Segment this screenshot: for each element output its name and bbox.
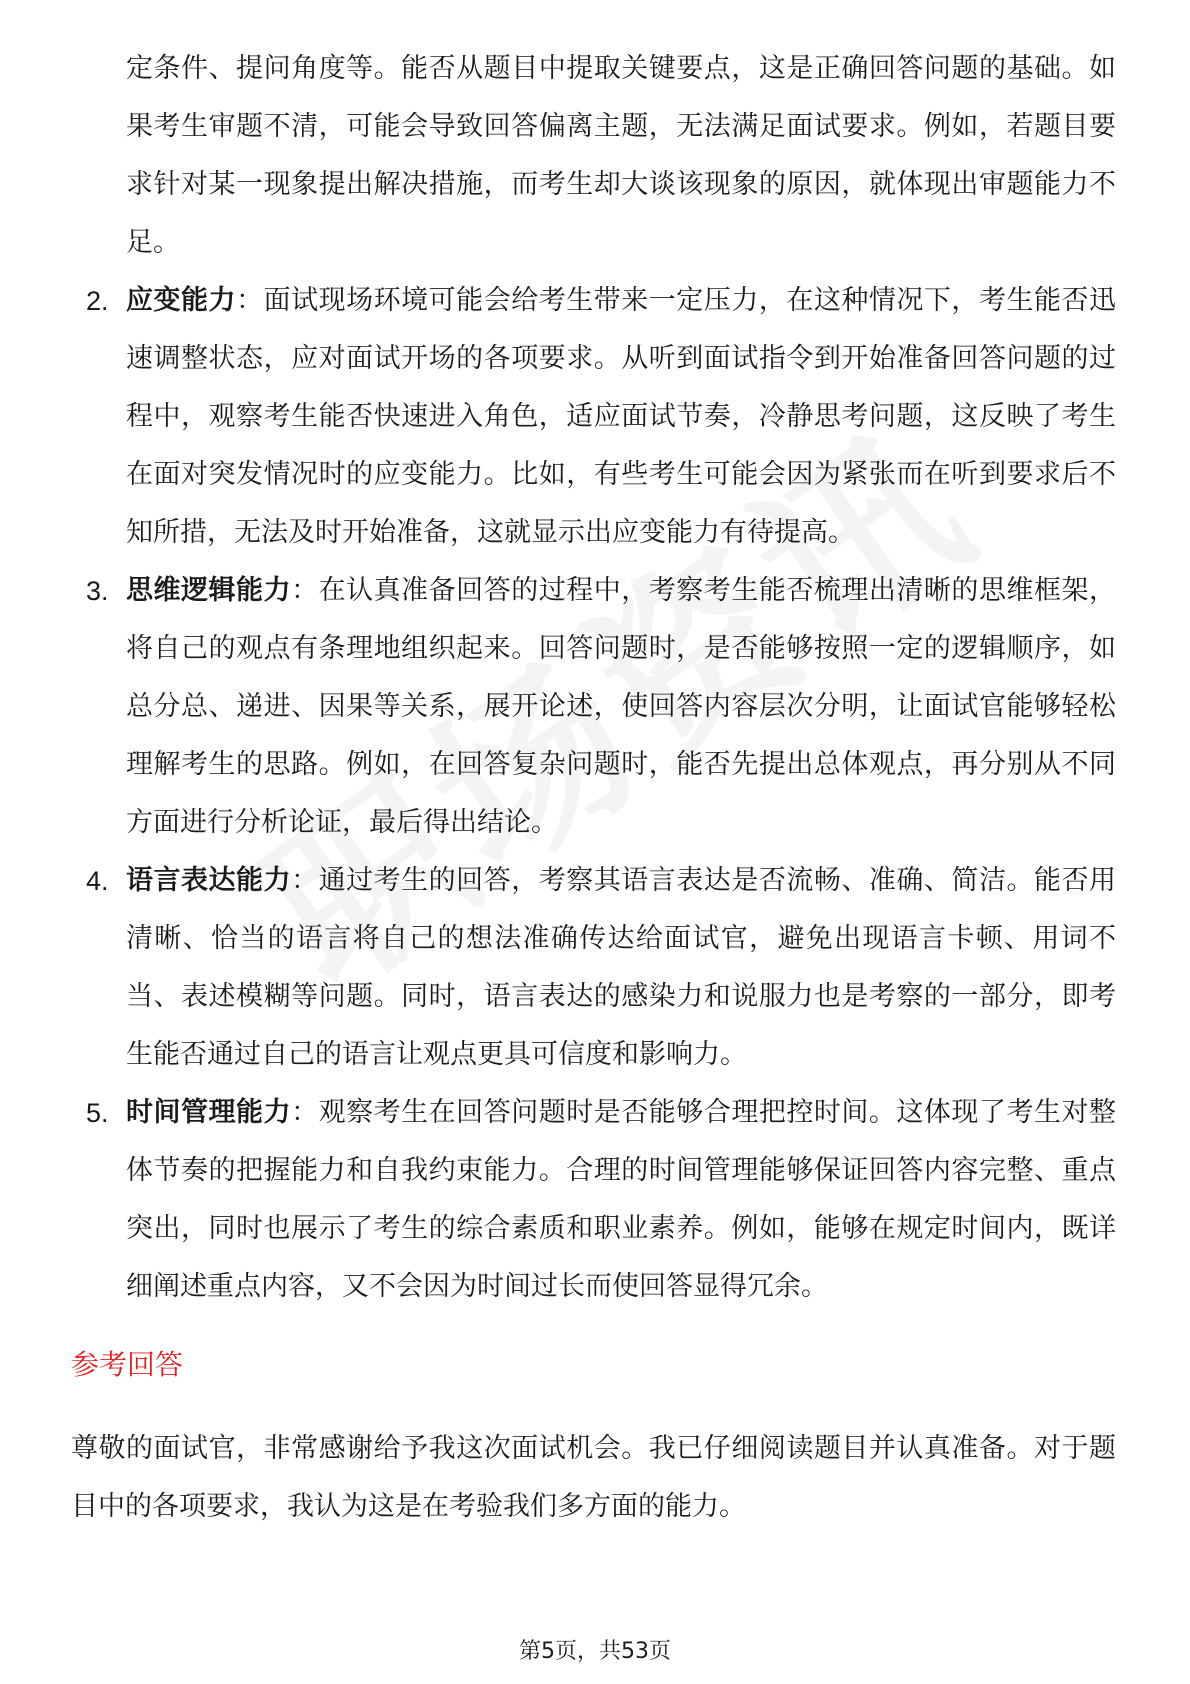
list-item — [86, 562, 1117, 852]
page-content — [0, 40, 1190, 1536]
item-text: ：在认真准备回答的过程中，考察考生能否梳理出清晰的思维框架，将自己的观点有条理地组织起来。回答问题时，是否能够按照一定的逻辑顺序，如总分总、递进、因果等关系，展开论述，使回答内容层次分明，让面试官能够轻松理解考生的思路。例如，在回答复杂问题时，能否先提出总体观点，再分别从不同方面进行分析论证，最后得出结论。 — [126, 575, 1117, 838]
item-term: 应变能力 — [126, 285, 237, 316]
item-number: 4. — [86, 866, 109, 896]
item-number: 3. — [86, 576, 109, 606]
item-term: 思维逻辑能力 — [126, 575, 292, 606]
list-item — [86, 852, 1117, 1084]
item-term: 语言表达能力 — [126, 865, 292, 896]
item-text: ：面试现场环境可能会给考生带来一定压力，在这种情况下，考生能否迅速调整状态，应对面试开场的各项要求。从听到面试指令到开始准备回答问题的过程中，观察考生能否快速进入角色，适应面试节奏，冷静思考问题，这反映了考生在面对突发情况时的应变能力。比如，有些考生可能会因为紧张而在听到要求后不知所措，无法及时开始准备，这就显示出应变能力有待提高。 — [126, 285, 1117, 548]
continued-paragraph: 定条件、提问角度等。能否从题目中提取关键要点，这是正确回答问题的基础。如果考生审题不清，可能会导致回答偏离主题，无法满足面试要求。例如，若题目要求针对某一现象提出解决措施，而考生却大谈该现象的原因，就体现出审题能力不足。 — [126, 53, 1116, 258]
item-number: 2. — [86, 286, 109, 316]
answer-paragraph: 尊敬的面试官，非常感谢给予我这次面试机会。我已仔细阅读题目并认真准备。对于题目中的各项要求，我认为这是在考验我们多方面的能力。 — [71, 1433, 1116, 1522]
page-number: 第5页，共53页 — [519, 1639, 671, 1664]
list-item — [86, 1084, 1117, 1316]
item-text: ：观察考生在回答问题时是否能够合理把控时间。这体现了考生对整体节奏的把握能力和自我约束能力。合理的时间管理能够保证回答内容完整、重点突出，同时也展示了考生的综合素质和职业素养。例如，能够在规定时间内，既详细阐述重点内容，又不会因为时间过长而使回答显得冗余。 — [126, 1097, 1117, 1302]
item-text: ：通过考生的回答，考察其语言表达是否流畅、准确、简洁。能否用清晰、恰当的语言将自己的想法准确传达给面试官，避免出现语言卡顿、用词不当、表述模糊等问题。同时，语言表达的感染力和说服力也是考察的一部分，即考生能否通过自己的语言让观点更具可信度和影响力。 — [126, 865, 1117, 1070]
item-number: 5. — [86, 1098, 109, 1128]
ability-list — [0, 272, 1190, 1316]
list-item — [86, 272, 1117, 562]
item-term: 时间管理能力 — [126, 1097, 292, 1128]
section-heading: 参考回答 — [71, 1348, 184, 1381]
